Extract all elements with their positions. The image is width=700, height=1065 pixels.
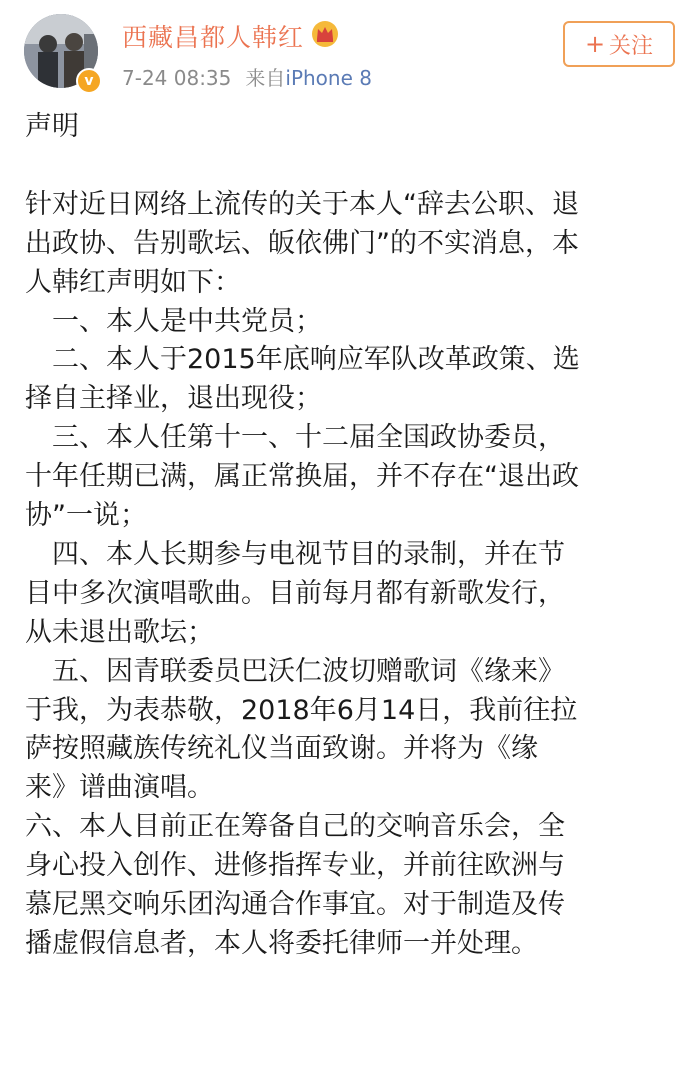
body-line: 慕尼黑交响乐团沟通合作事宜。对于制造及传 xyxy=(25,889,565,921)
crown-icon[interactable] xyxy=(310,20,340,52)
body-line: 播虚假信息者，本人将委托律师一并处理。 xyxy=(25,928,538,960)
body-line: 二、本人于2015年底响应军队改革政策、选 xyxy=(25,344,580,376)
body-line: 身心投入创作、进修指挥专业，并前往欧洲与 xyxy=(25,850,565,882)
device-link[interactable]: iPhone 8 xyxy=(285,66,372,90)
follow-label: 关注 xyxy=(609,33,654,59)
body-line: 四、本人长期参与电视节目的录制，并在节 xyxy=(25,538,565,570)
plus-icon: + xyxy=(584,30,606,58)
verified-badge-icon: v xyxy=(76,68,102,94)
body-line: 从未退出歌坛； xyxy=(25,616,214,648)
body-line: 五、因青联委员巴沃仁波切赠歌词《缘来》 xyxy=(25,655,565,687)
body-line: 协”一说； xyxy=(25,500,147,532)
statement-title: 声明 xyxy=(25,111,79,142)
body-line: 一、本人是中共党员； xyxy=(25,305,322,337)
body-line: 六、本人目前正在筹备自己的交响音乐会，全 xyxy=(25,811,565,843)
body-line: 人韩红声明如下： xyxy=(25,266,241,298)
body-line: 萨按照藏族传统礼仪当面致谢。并将为《缘 xyxy=(25,733,538,765)
post-time: 7-24 08:35 xyxy=(122,66,232,90)
body-line: 来》谱曲演唱。 xyxy=(25,772,214,804)
post-header xyxy=(0,0,700,100)
body-line: 三、本人任第十一、十二届全国政协委员， xyxy=(25,422,565,454)
author-name[interactable]: 西藏昌都人韩红 xyxy=(122,23,305,52)
body-line: 目中多次演唱歌曲。目前每月都有新歌发行， xyxy=(25,577,565,609)
follow-button[interactable] xyxy=(563,21,675,67)
body-line: 出政协、告别歌坛、皈依佛门”的不实消息，本 xyxy=(25,227,579,259)
body-line: 择自主择业，退出现役； xyxy=(25,383,322,415)
body-line: 于我，为表恭敬，2018年6月14日，我前往拉 xyxy=(25,694,578,726)
body-line: 针对近日网络上流传的关于本人“辞去公职、退 xyxy=(25,188,579,220)
body-line: 十年任期已满，属正常换届，并不存在“退出政 xyxy=(25,461,579,493)
post-meta xyxy=(122,62,372,91)
post-body xyxy=(25,108,675,964)
source-label: 来自 xyxy=(245,66,286,90)
